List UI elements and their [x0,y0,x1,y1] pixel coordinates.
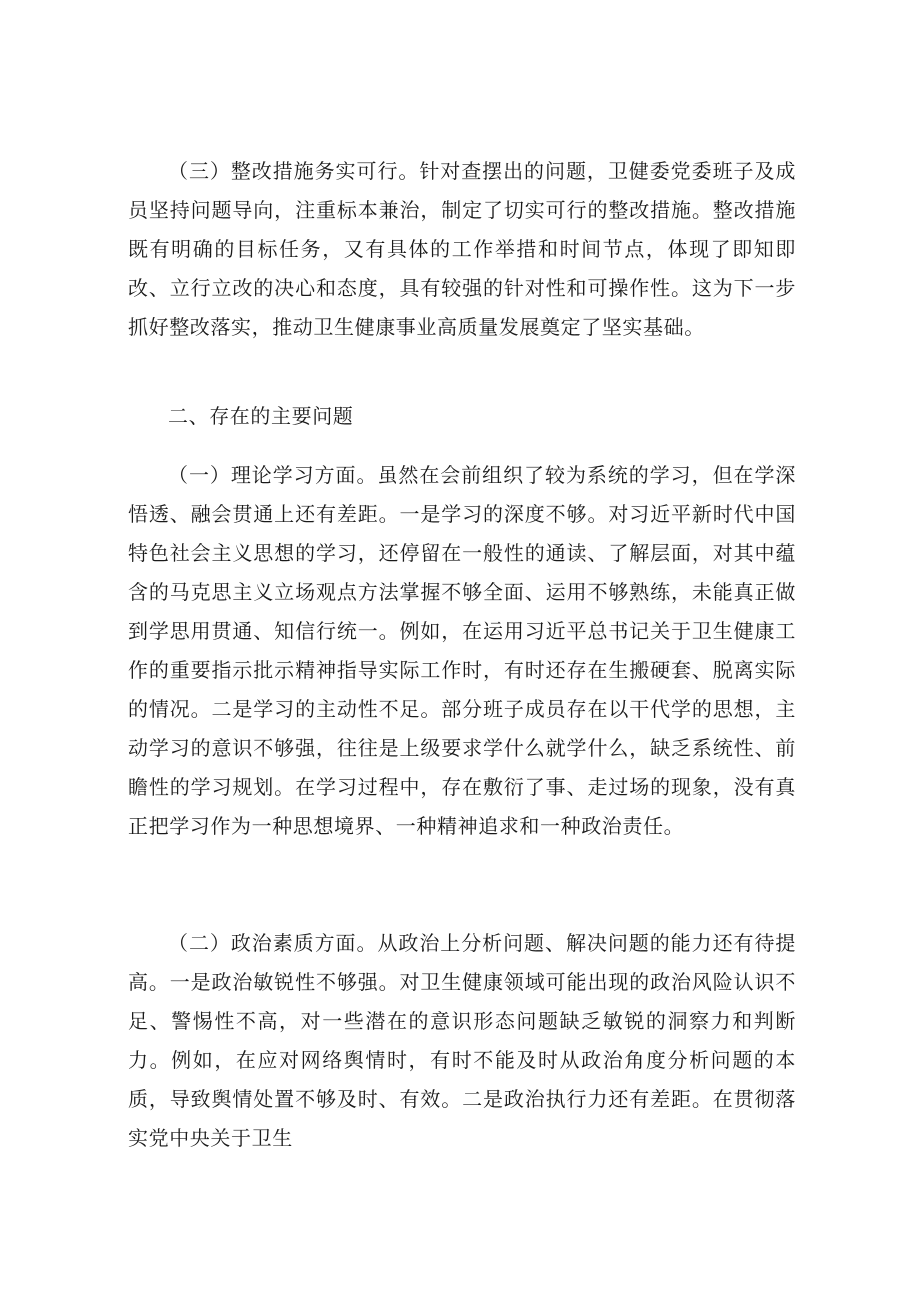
paragraph-text: （三）整改措施务实可行。针对查摆出的问题，卫健委党委班子及成员坚持问题导向，注重标本兼治，制定了切实可行的整改措施。整改措施既有明确的目标任务，又有具体的工作举措和时间节点，体现了即知即改、立行立改的决心和态度，具有较强的针对性和可操作性。这为下一步抓好整改落实，推动卫生健康事业高质量发展奠定了坚实基础。 [128,159,796,339]
paragraph-text: （一）理论学习方面。虽然在会前组织了较为系统的学习，但在学深悟透、融会贯通上还有差距。一是学习的深度不够。对习近平新时代中国特色社会主义思想的学习，还停留在一般性的通读、了解层面，对其中蕴含的马克思主义立场观点方法掌握不够全面、运用不够熟练，未能真正做到学思用贯通、知信行统一。例如，在运用习近平总书记关于卫生健康工作的重要指示批示精神指导实际工作时，有时还存在生搬硬套、脱离实际的情况。二是学习的主动性不足。部分班子成员存在以干代学的思想，主动学习的意识不够强，往往是上级要求学什么就学什么，缺乏系统性、前瞻性的学习规划。在学习过程中，存在敷衍了事、走过场的现象，没有真正把学习作为一种思想境界、一种精神追求和一种政治责任。 [128,463,796,838]
paragraph-theory-study [128,456,796,846]
paragraph-political-quality [128,924,796,1158]
paragraph-rectification-measures [128,152,796,347]
section-heading-text: 二、存在的主要问题 [168,404,354,428]
paragraph-text: （二）政治素质方面。从政治上分析问题、解决问题的能力还有待提高。一是政治敏锐性不够强。对卫生健康领域可能出现的政治风险认识不足、警惕性不高，对一些潜在的意识形态问题缺乏敏锐的洞察力和判断力。例如，在应对网络舆情时，有时不能及时从政治角度分析问题的本质，导致舆情处置不够及时、有效。二是政治执行力还有差距。在贯彻落实党中央关于卫生 [128,931,796,1150]
section-heading-main-problems [128,397,796,436]
